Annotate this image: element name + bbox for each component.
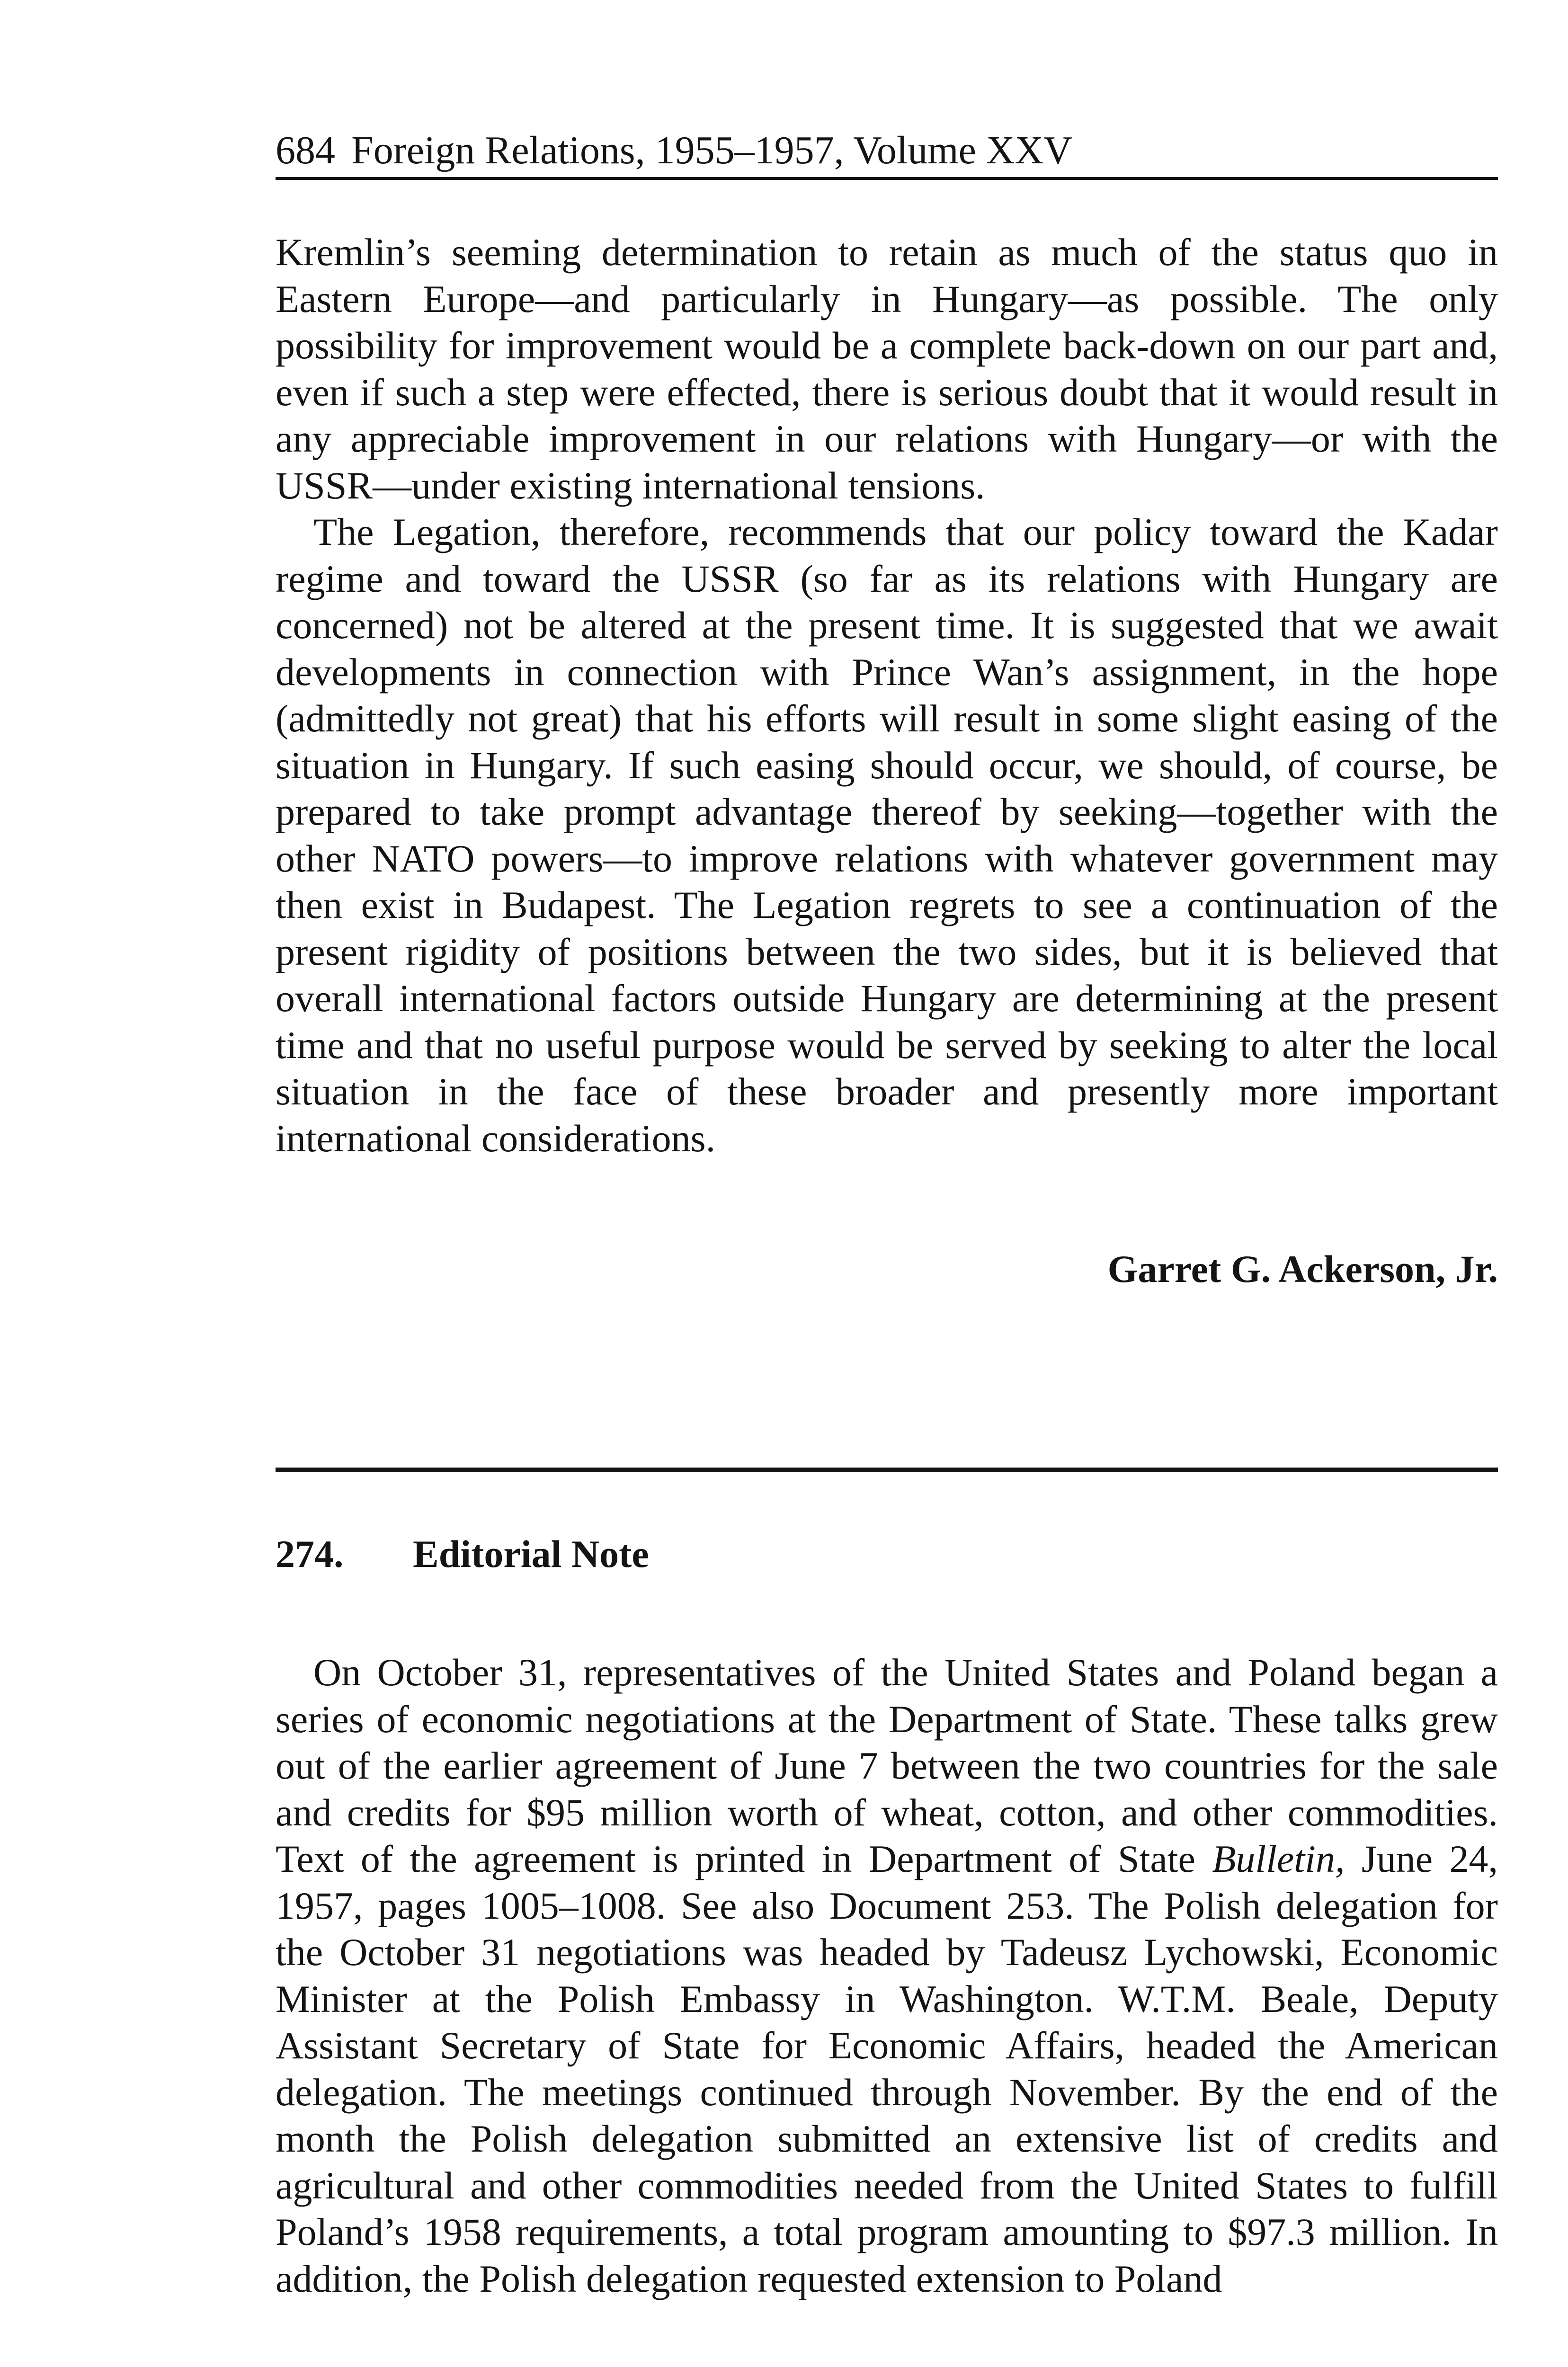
publication-title: Bulletin, [1212,1837,1345,1880]
document-number: 274. [276,1532,344,1575]
page-number: 684 [276,128,335,172]
running-header [276,127,1498,180]
document-title: Editorial Note [413,1532,649,1575]
document-274-body [276,1649,1498,2302]
paragraph-text: June 24, 1957, pages 1005–1008. See also Document 253. The Polish delegation for the October 31 negotiations was headed by Tadeusz Lychowski, Economic Minister at the Polish Embassy in Washington. W.T.M. Beale, Deputy Assistant Secretary of State for Economic Affairs, headed the American delegation. The meetings continued through November. By the end of the month the Polish delegation submitted an extensive list of credits and agricultural and other commodities needed from the United States to fulfill Poland’s 1958 requirements, a total program amounting to $97.3 million. In addition, the Polish delegation requested extension to Poland [276,1837,1498,2300]
body-paragraph [276,1649,1498,2302]
body-paragraph: The Legation, therefore, recommends that our policy toward the Kadar regime and toward the USSR (so far as its relations with Hungary are concerned) not be altered at the present time. It is suggested that we await developments in connection with Prince Wan’s assignment, in the hope (admittedly not great) that his efforts will result in some slight easing of the situation in Hungary. If such easing should occur, we should, of course, be prepared to take prompt advantage thereof by seeking—together with the other NATO powers—to improve relations with whatever government may then exist in Budapest. The Legation regrets to see a continuation of the present rigidity of positions between the two sides, but it is believed that overall international factors outside Hungary are determining at the present time and that no useful purpose would be served by seeking to alter the local situation in the face of these broader and presently more important international considerations. [276,510,1498,1160]
section-heading [276,1531,649,1577]
section-divider [276,1468,1498,1472]
document-273-body [276,229,1498,1162]
signature: Garret G. Ackerson, Jr. [1107,1247,1498,1290]
body-paragraph: Kremlin’s seeming determination to retain as much of the status quo in Eastern Europe—and particularly in Hungary—as possible. The only possibility for improvement would be a complete back-down on our part and, even if such a step were effected, there is serious doubt that it would result in any appreciable improvement in our relations with Hungary—or with the USSR—under existing international tensions. [276,231,1498,507]
running-title: Foreign Relations, 1955–1957, Volume XXV [351,128,1072,172]
paragraph-text: On October 31, representatives of the United States and Poland began a series of economic negotiations at the Department of State. These talks grew out of the earlier agreement of June 7 between the two countries for the sale and credits for $95 million worth of wheat, cotton, and other commodities. Text of the agreement is printed in Department of State [276,1651,1498,1880]
